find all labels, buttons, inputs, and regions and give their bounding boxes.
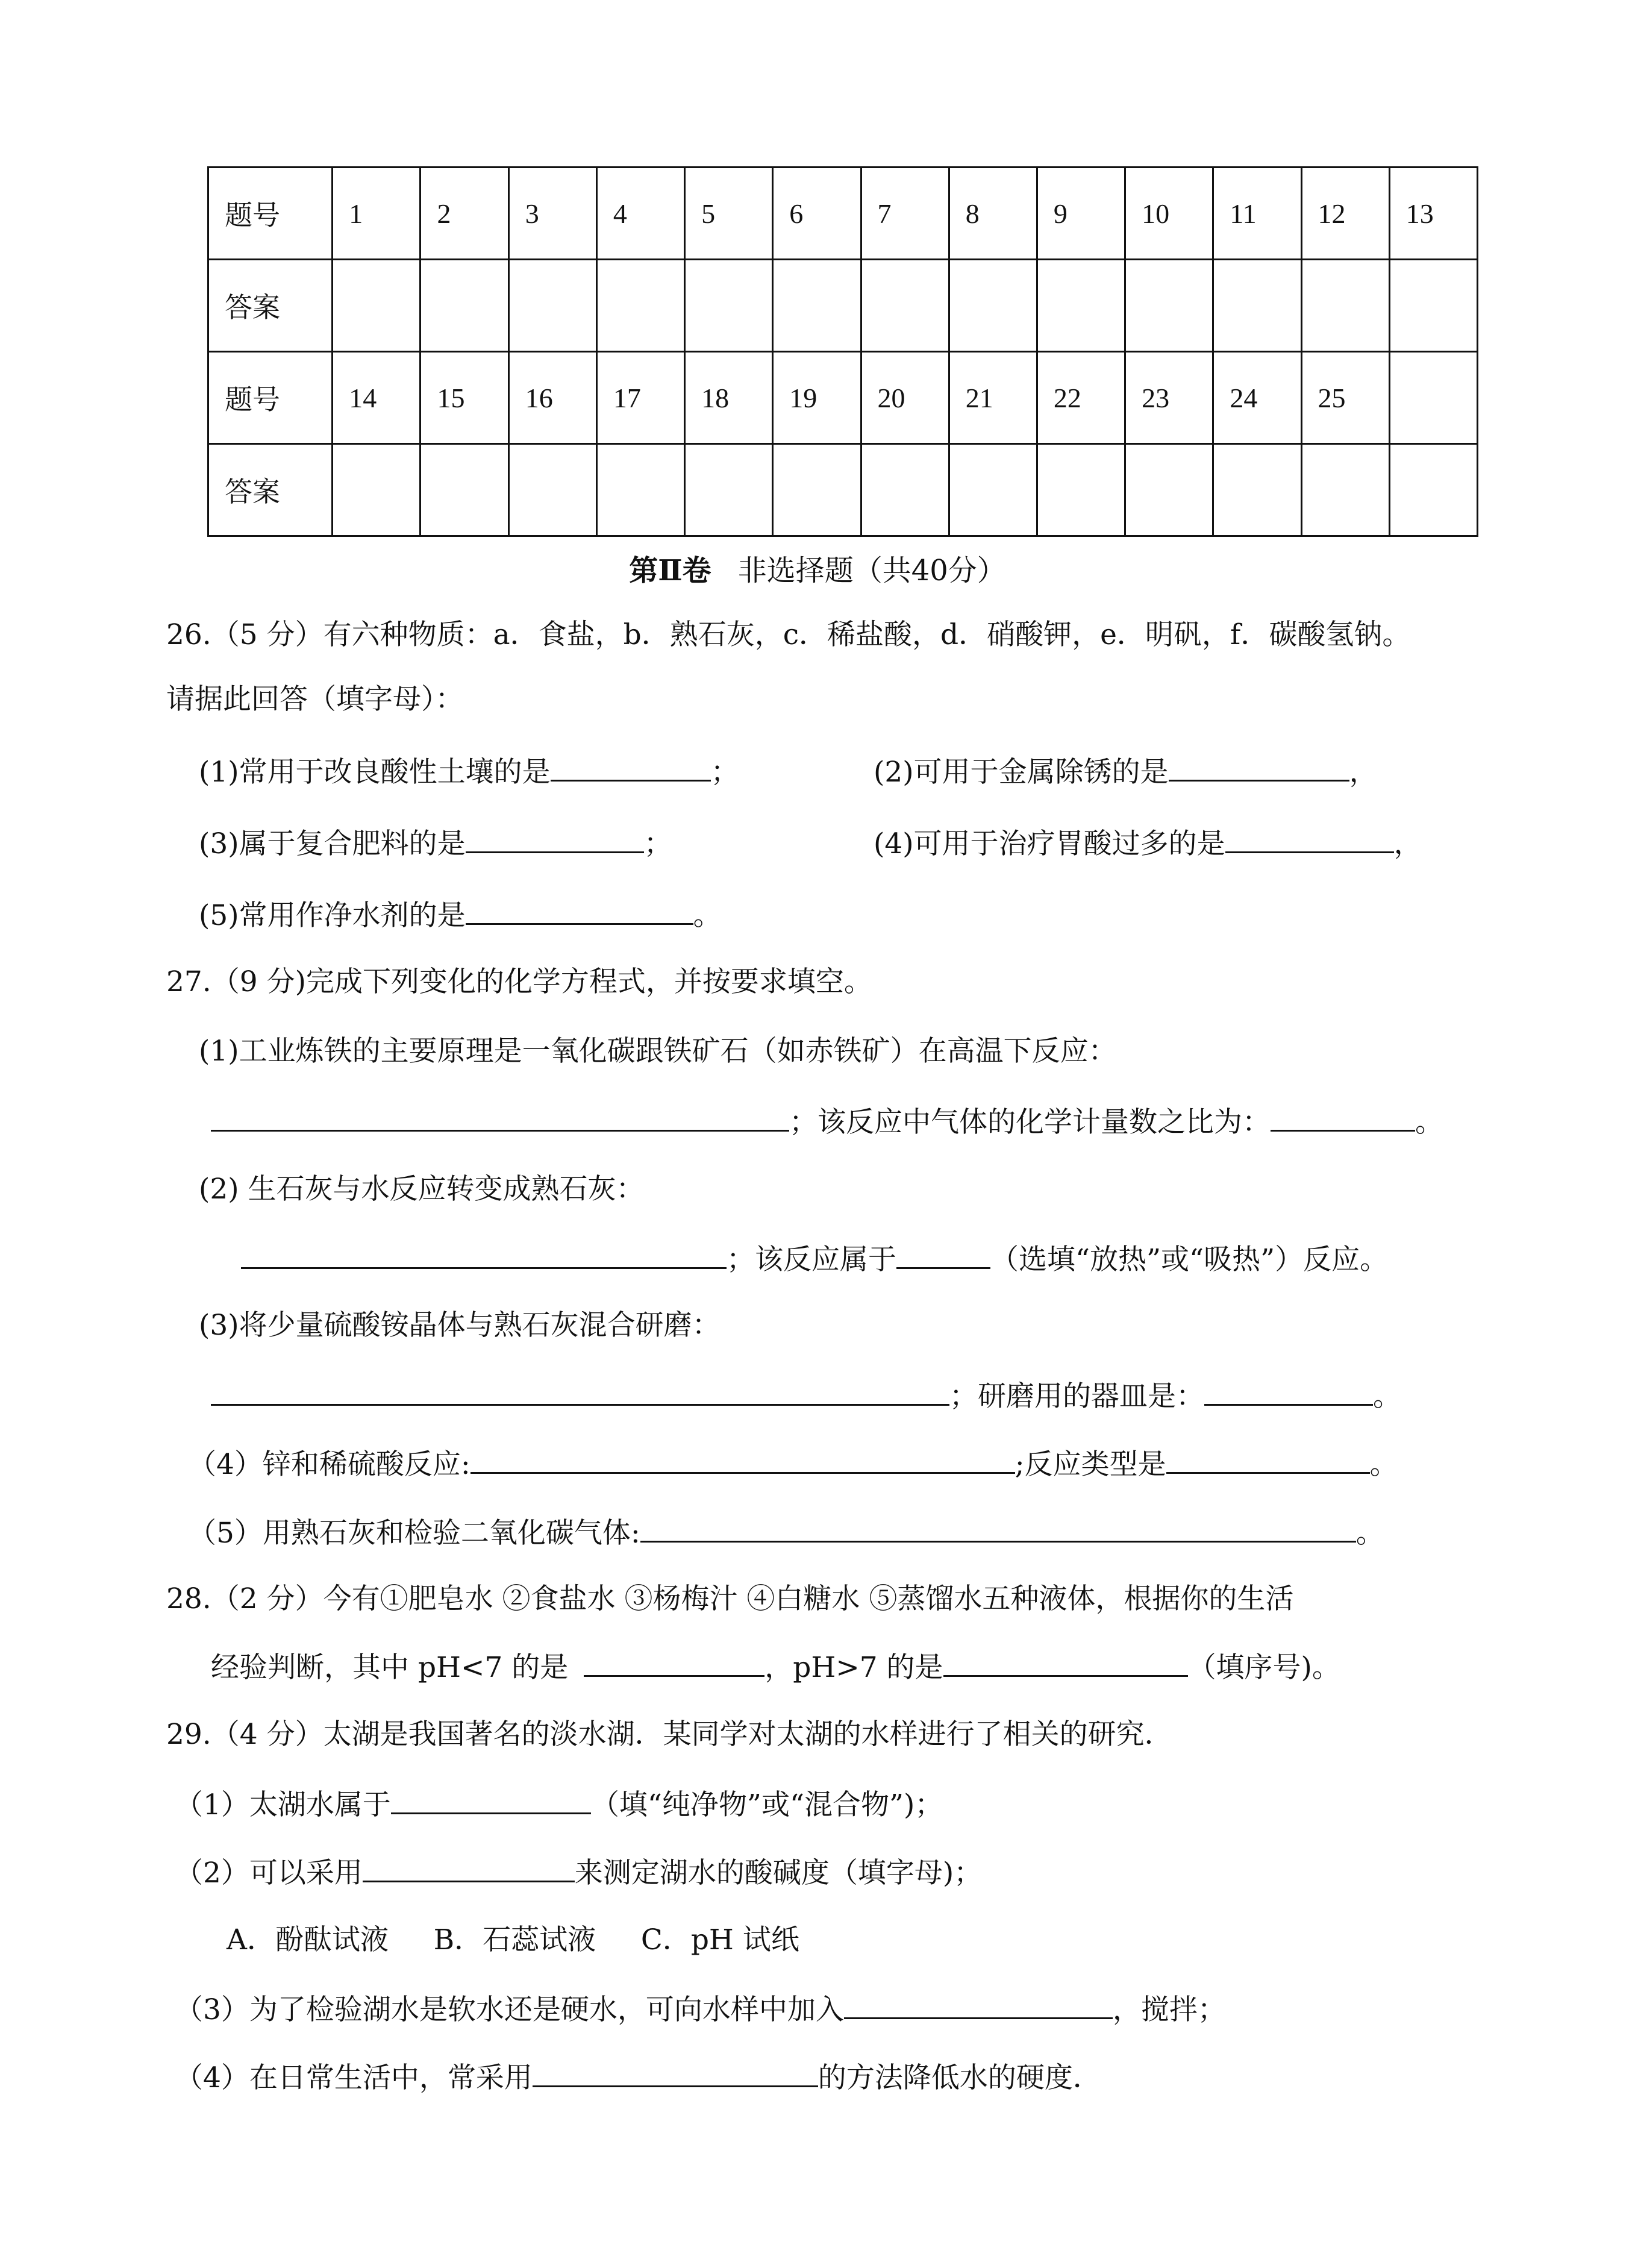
answer-blank[interactable] [1169,752,1349,782]
q27-part3-answer [211,1376,1401,1415]
question-number-cell: 18 [685,352,773,444]
q27-stem: 27.（9 分)完成下列变化的化学方程式，并按要求填空。 [166,965,872,998]
question-number-cell: 16 [508,352,596,444]
q28-stem: 28.（2 分）今有①肥皂水 ②食盐水 ③杨梅汁 ④白糖水 ⑤蒸馏水五种液体，根据你的生活 [166,1582,1294,1615]
equation-blank[interactable] [640,1513,1356,1543]
q27-part1: (1)工业炼铁的主要原理是一氧化碳跟铁矿石（如赤铁矿）在高温下反应： [199,1035,1117,1068]
answer-cell[interactable] [333,260,420,352]
question-number-cell: 23 [1125,352,1213,444]
answer-table [207,166,1478,537]
table-row [208,260,1478,352]
question-number-cell: 19 [773,352,861,444]
q26-instruction: 请据此回答（填字母）： [166,683,464,716]
q26-part1-text: (1)常用于改良酸性土壤的是 [199,756,551,789]
question-number-cell: 5 [685,168,773,260]
q29-part1-text: （1）太湖水属于 [175,1788,391,1822]
answer-cell[interactable] [508,260,596,352]
question-number-cell: 14 [333,352,420,444]
answer-cell[interactable] [773,444,861,536]
q26-part5-text: (5)常用作净水剂的是 [199,899,466,932]
q27-part2-tail: ；该反应属于 [727,1243,896,1276]
q26-part1 [199,752,739,791]
answer-cell[interactable] [685,444,773,536]
table-row [208,444,1478,536]
answer-cell[interactable] [1301,260,1389,352]
answer-cell[interactable] [861,444,949,536]
row-label: 题号 [208,352,333,444]
q26-part2-text: (2)可用于金属除锈的是 [874,756,1169,789]
q27-part3: (3)将少量硫酸铵晶体与熟石灰混合研磨： [199,1309,721,1342]
q29-part4 [175,2058,1101,2096]
answer-cell[interactable] [1213,444,1301,536]
answer-cell[interactable] [1301,444,1389,536]
punct: ， [1349,756,1378,789]
section-title-bold: 第Ⅱ卷 [629,554,711,587]
q27-part4-text: （4）锌和稀硫酸反应: [188,1448,470,1481]
answer-blank[interactable] [1166,1444,1370,1474]
answer-cell[interactable] [333,444,420,536]
q29-part1-end: （填“纯净物”或“混合物”)； [590,1788,943,1822]
answer-cell[interactable] [949,444,1037,536]
q27-part3-tail: ；研磨用的器皿是： [949,1380,1204,1413]
answer-cell[interactable] [508,444,596,536]
q26-stem: 26.（5 分）有六种物质：a．食盐，b．熟石灰，c．稀盐酸，d．硝酸钾，e．明矾，f．碳酸氢钠。 [166,618,1411,651]
q27-part2: (2) 生石灰与水反应转变成熟石灰： [199,1173,645,1206]
equation-blank[interactable] [211,1376,949,1406]
q29-options: A．酚酞试液 B．石蕊试液 C．pH 试纸 [227,1923,799,1956]
question-number-cell: 13 [1389,168,1477,260]
question-number-cell [1389,352,1477,444]
q28-answer-line [211,1647,1340,1686]
answer-cell[interactable] [685,260,773,352]
section-title [0,551,1635,590]
answer-cell[interactable] [949,260,1037,352]
question-number-cell: 15 [420,352,508,444]
q29-part2-end: 来测定湖水的酸碱度（填字母)； [574,1856,983,1890]
q27-part5-text: （5）用熟石灰和检验二氧化碳气体: [188,1517,640,1550]
question-number-cell: 22 [1037,352,1125,444]
answer-cell[interactable] [420,260,508,352]
question-number-cell: 6 [773,168,861,260]
row-label: 答案 [208,444,333,536]
q27-part4 [188,1444,1398,1483]
question-number-cell: 7 [861,168,949,260]
answer-blank[interactable] [363,1853,575,1882]
row-label: 题号 [208,168,333,260]
punct: 。 [1355,1517,1384,1550]
answer-cell[interactable] [420,444,508,536]
answer-blank[interactable] [551,752,711,782]
q28-text-c: （填序号)。 [1187,1651,1340,1684]
answer-cell[interactable] [1213,260,1301,352]
punct: 。 [1373,1380,1401,1413]
q28-text-a: 经验判断，其中 pH<7 的是 [211,1651,569,1684]
q29-stem: 29.（4 分）太湖是我国著名的淡水湖．某同学对太湖的水样进行了相关的研究． [166,1718,1173,1751]
punct: ； [710,756,739,789]
question-number-cell: 25 [1301,352,1389,444]
table-row [208,168,1478,260]
answer-blank[interactable] [466,895,693,925]
equation-blank[interactable] [241,1239,727,1269]
question-number-cell: 11 [1213,168,1301,260]
question-number-cell: 4 [596,168,684,260]
q26-part5 [199,895,722,934]
answer-cell[interactable] [596,260,684,352]
punct: ， [1393,827,1422,860]
answer-blank[interactable] [584,1647,764,1677]
answer-blank[interactable] [1271,1102,1415,1132]
answer-blank[interactable] [844,1990,1113,2019]
q29-part3-end: ，搅拌； [1112,1993,1226,2026]
q26-part2 [874,752,1378,791]
answer-cell[interactable] [773,260,861,352]
q28-text-b: ，pH>7 的是 [764,1651,943,1684]
answer-cell[interactable] [1037,260,1125,352]
question-number-cell: 2 [420,168,508,260]
q29-part1 [175,1785,943,1823]
q26-part4-text: (4)可用于治疗胃酸过多的是 [874,827,1225,860]
question-number-cell: 8 [949,168,1037,260]
answer-blank[interactable] [391,1785,591,1814]
q29-part2 [175,1853,982,1891]
answer-cell[interactable] [596,444,684,536]
punct: 。 [693,899,722,932]
q27-part2-end: （选填“放热”或“吸热”）反应。 [990,1243,1389,1276]
question-number-cell: 10 [1125,168,1213,260]
row-label: 答案 [208,260,333,352]
answer-blank[interactable] [896,1239,990,1269]
question-number-cell: 3 [508,168,596,260]
q26-part4 [874,824,1422,862]
q27-part1-answer [211,1102,1443,1141]
answer-cell[interactable] [1389,444,1477,536]
table-row [208,352,1478,444]
answer-cell[interactable] [1389,260,1477,352]
answer-cell[interactable] [1125,260,1213,352]
q27-part2-answer [241,1239,1388,1278]
question-number-cell: 9 [1037,168,1125,260]
q27-part4-mid: ;反应类型是 [1014,1448,1166,1481]
question-number-cell: 17 [596,352,684,444]
q27-part1-tail: ；该反应中气体的化学计量数之比为： [789,1106,1271,1139]
section-title-text: 非选择题（共40分） [737,554,1006,587]
q29-part4-text: （4）在日常生活中，常采用 [175,2061,533,2094]
answer-blank[interactable] [533,2058,818,2087]
punct: ； [643,827,672,860]
question-number-cell: 12 [1301,168,1389,260]
question-number-cell: 24 [1213,352,1301,444]
equation-blank[interactable] [470,1444,1015,1474]
question-number-cell: 21 [949,352,1037,444]
q29-part4-end: 的方法降低水的硬度． [818,2061,1101,2094]
q26-part3 [199,824,672,862]
answer-blank[interactable] [943,1647,1188,1677]
punct: 。 [1415,1106,1443,1139]
q29-part3 [175,1990,1226,2028]
q29-part2-text: （2）可以采用 [175,1856,363,1890]
equation-blank[interactable] [211,1102,789,1132]
answer-cell[interactable] [1125,444,1213,536]
punct: 。 [1369,1448,1398,1481]
question-number-cell: 1 [333,168,420,260]
question-number-cell: 20 [861,352,949,444]
q29-part3-text: （3）为了检验湖水是软水还是硬水，可向水样中加入 [175,1993,844,2026]
answer-blank[interactable] [466,824,644,853]
answer-cell[interactable] [1037,444,1125,536]
answer-blank[interactable] [1225,824,1394,853]
q27-part5 [188,1513,1384,1552]
answer-cell[interactable] [861,260,949,352]
q26-part3-text: (3)属于复合肥料的是 [199,827,466,860]
answer-blank[interactable] [1204,1376,1373,1406]
